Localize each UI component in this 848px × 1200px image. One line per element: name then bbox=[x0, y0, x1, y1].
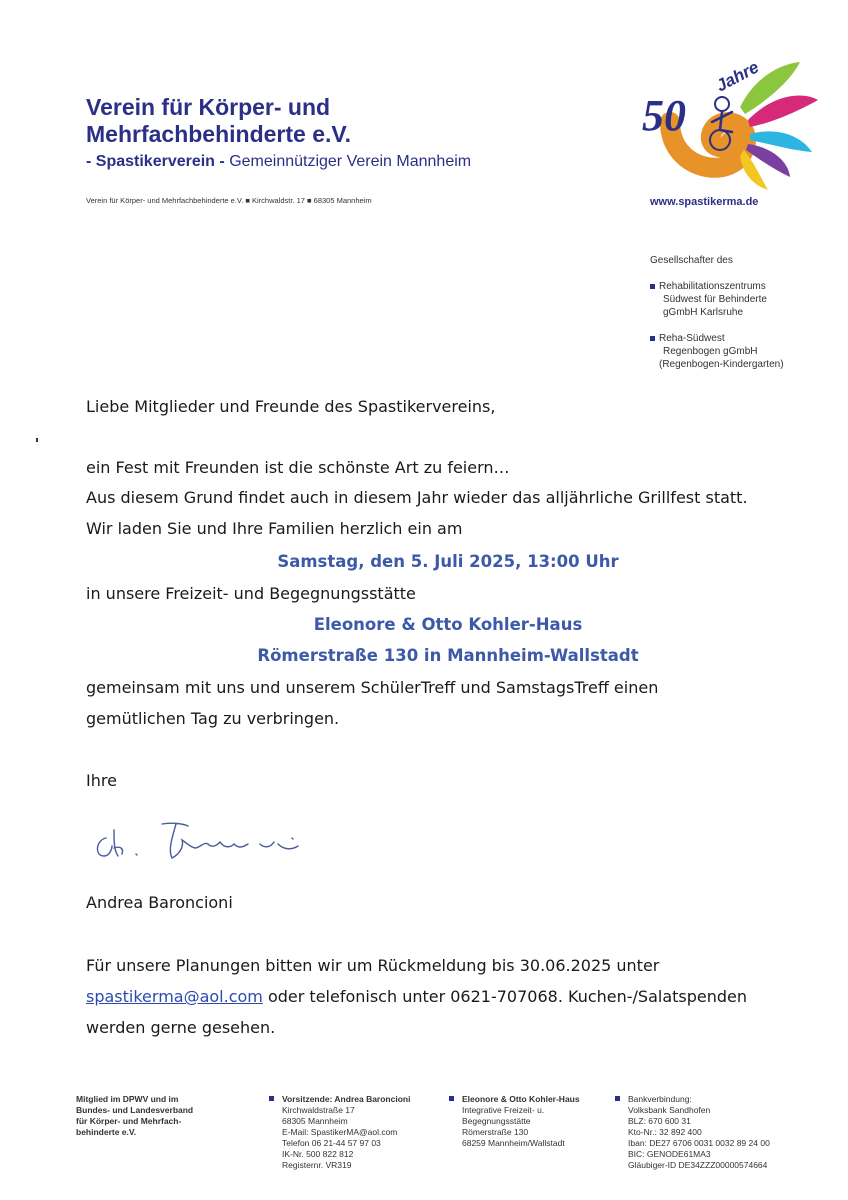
footer-line: behinderte e.V. bbox=[76, 1127, 137, 1137]
footer-line: Registernr. VR319 bbox=[282, 1160, 352, 1170]
footer-board bbox=[269, 1094, 451, 1171]
bullet-square-icon bbox=[269, 1096, 274, 1101]
rsvp-line: werden gerne gesehen. bbox=[86, 1018, 276, 1037]
org-sub-bold: - Spastikerverein - bbox=[86, 153, 225, 170]
footer-line: 68305 Mannheim bbox=[282, 1116, 348, 1126]
footer-line: Iban: DE27 6706 0031 0032 89 24 00 bbox=[628, 1138, 770, 1148]
anniversary-logo bbox=[640, 52, 825, 192]
footer-membership bbox=[76, 1094, 246, 1138]
footer-title: Vorsitzende: Andrea Baroncioni bbox=[282, 1094, 411, 1104]
shareholder-line: gGmbH Karlsruhe bbox=[663, 307, 744, 318]
paragraph-line: Aus diesem Grund findet auch in diesem Jahr wieder das alljährliche Grillfest statt. bbox=[86, 488, 748, 507]
handwritten-signature bbox=[92, 818, 322, 868]
footer-line: für Körper- und Mehrfach- bbox=[76, 1116, 182, 1126]
footer-line: Kirchwaldstraße 17 bbox=[282, 1105, 355, 1115]
footer-line: Mitglied im DPWV und im bbox=[76, 1094, 179, 1104]
footer-line: Telefon 06 21-44 57 97 03 bbox=[282, 1138, 381, 1148]
salutation: Liebe Mitglieder und Freunde des Spastikervereins, bbox=[86, 397, 496, 416]
footer-line: E-Mail: SpastikerMA@aol.com bbox=[282, 1127, 398, 1137]
footer-venue bbox=[449, 1094, 619, 1149]
org-name-line2: Mehrfachbehinderte e.V. bbox=[86, 121, 352, 147]
footer-line: Kto-Nr.: 32 892 400 bbox=[628, 1127, 702, 1137]
shareholder-line: Rehabilitationszentrums bbox=[659, 281, 766, 292]
margin-mark bbox=[36, 438, 38, 442]
sender-line: Verein für Körper- und Mehrfachbehinderte e.V. ■ Kirchwaldstr. 17 ■ 68305 Mannheim bbox=[86, 196, 372, 205]
organization-name bbox=[86, 94, 351, 148]
shareholder-info bbox=[650, 254, 830, 371]
footer-line: BLZ: 670 600 31 bbox=[628, 1116, 691, 1126]
paragraph-line: Wir laden Sie und Ihre Familien herzlich ein am bbox=[86, 519, 463, 538]
footer-line: Volksbank Sandhofen bbox=[628, 1105, 711, 1115]
shareholder-item bbox=[650, 332, 830, 371]
rsvp-line: Für unsere Planungen bitten wir um Rückmeldung bis 30.06.2025 unter bbox=[86, 956, 660, 975]
paragraph-line: gemeinsam mit uns und unserem SchülerTreff und SamstagsTreff einen bbox=[86, 678, 659, 697]
footer-line: Römerstraße 130 bbox=[462, 1127, 529, 1137]
signer-name: Andrea Baroncioni bbox=[86, 893, 233, 912]
footer-title: Eleonore & Otto Kohler-Haus bbox=[462, 1094, 580, 1104]
footer-line: 68259 Mannheim/Wallstadt bbox=[462, 1138, 565, 1148]
bullet-square-icon bbox=[650, 336, 655, 341]
website-url: www.spastikerma.de bbox=[650, 196, 759, 208]
bullet-square-icon bbox=[449, 1096, 454, 1101]
shareholder-line: (Regenbogen-Kindergarten) bbox=[659, 359, 784, 370]
footer-title: Bankverbindung: bbox=[628, 1094, 692, 1104]
organization-subtitle bbox=[86, 153, 471, 171]
shareholder-line: Regenbogen gGmbH bbox=[663, 346, 758, 357]
shareholder-title: Gesellschafter des bbox=[650, 255, 733, 266]
footer-line: Integrative Freizeit- u. bbox=[462, 1105, 545, 1115]
logo-figure-head bbox=[715, 97, 729, 111]
footer-line: Bundes- und Landesverband bbox=[76, 1105, 194, 1115]
footer-line: Begegnungsstätte bbox=[462, 1116, 531, 1126]
shareholder-line: Reha-Südwest bbox=[659, 333, 725, 344]
rsvp-line bbox=[86, 987, 747, 1006]
shareholder-item bbox=[650, 280, 830, 319]
footer-bank bbox=[615, 1094, 815, 1171]
bullet-square-icon bbox=[615, 1096, 620, 1101]
logo-number: 50 bbox=[642, 91, 686, 140]
closing: Ihre bbox=[86, 771, 117, 790]
bullet-square-icon bbox=[650, 284, 655, 289]
event-date: Samstag, den 5. Juli 2025, 13:00 Uhr bbox=[277, 552, 619, 571]
footer-line: Gläubiger-ID DE34ZZZ00000574664 bbox=[628, 1160, 768, 1170]
event-address: Römerstraße 130 in Mannheim-Wallstadt bbox=[257, 646, 639, 665]
footer-line: BIC: GENODE61MA3 bbox=[628, 1149, 711, 1159]
logo-word: Jahre bbox=[712, 57, 762, 96]
org-sub-rest: Gemeinnütziger Verein Mannheim bbox=[229, 153, 472, 170]
email-link[interactable]: spastikerma@aol.com bbox=[86, 987, 263, 1006]
rsvp-text: oder telefonisch unter 0621-707068. Kuchen-/Salatspenden bbox=[262, 987, 748, 1006]
paragraph-line: gemütlichen Tag zu verbringen. bbox=[86, 709, 340, 728]
org-name-line1: Verein für Körper- und bbox=[86, 94, 331, 120]
shareholder-line: Südwest für Behinderte bbox=[663, 294, 767, 305]
paragraph-line: in unsere Freizeit- und Begegnungsstätte bbox=[86, 584, 416, 603]
event-venue: Eleonore & Otto Kohler-Haus bbox=[313, 615, 583, 634]
paragraph-line: ein Fest mit Freunden ist die schönste Art zu feiern… bbox=[86, 458, 510, 477]
footer-line: IK-Nr. 500 822 812 bbox=[282, 1149, 354, 1159]
